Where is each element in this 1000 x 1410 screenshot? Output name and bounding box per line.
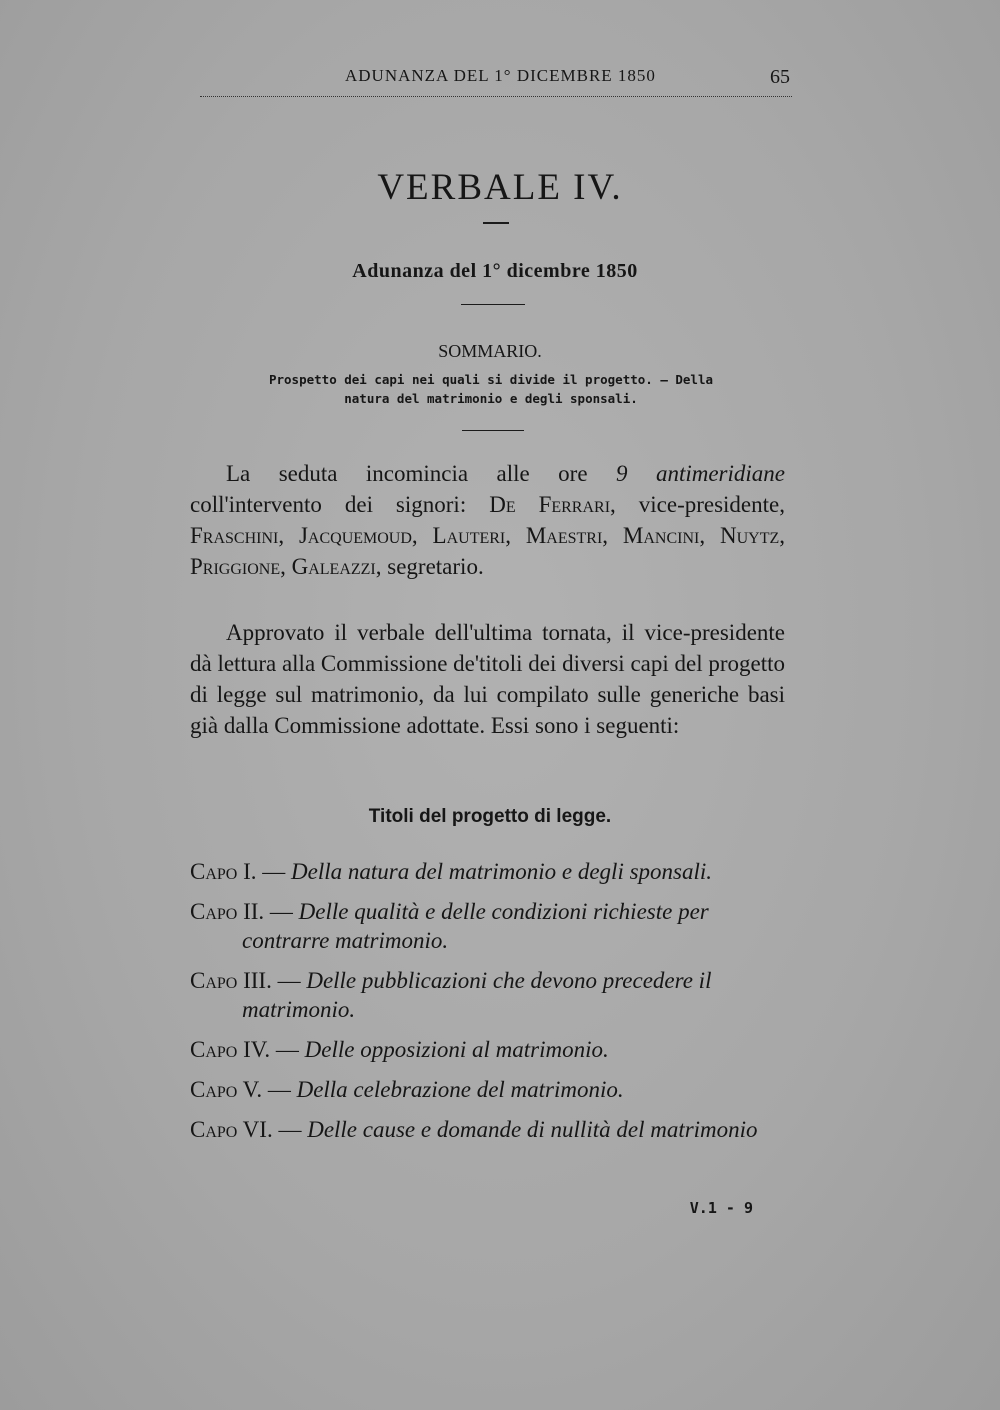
list-item: Capo V. — Della celebrazione del matrimonio. — [190, 1077, 624, 1102]
p1-before: La seduta incomincia alle ore — [226, 461, 616, 486]
capo-label: Capo IV. — [190, 1037, 271, 1062]
title-rule — [483, 222, 509, 224]
capo-label: Capo II. — [190, 899, 265, 924]
sommario-text: Prospetto dei capi nei quali si divide il progetto. — Della natura del matrimonio e degli sponsali. — [268, 372, 713, 406]
capo-label: Capo III. — [190, 968, 272, 993]
running-header — [200, 62, 792, 97]
p1-role2: , segretario. — [375, 554, 484, 579]
capo-label: Capo VI. — [190, 1117, 273, 1142]
titoli-heading: Titoli del progetto di legge. — [368, 806, 612, 827]
list-item: Capo I. — Della natura del matrimonio e degli sponsali. — [190, 859, 713, 884]
capo-title: Della celebrazione del matrimonio. — [296, 1077, 624, 1102]
p1-role1: , vice-presidente, — [610, 492, 785, 517]
list-item: Capo VI. — Delle cause e domande di nullità del matrimonio — [190, 1117, 758, 1142]
running-title: ADUNANZA DEL 1° DICEMBRE 1850 — [345, 66, 656, 85]
p1-president: De Ferrari — [489, 492, 611, 517]
p1-mid: coll'intervento dei signori: — [190, 492, 490, 517]
capo-title: Della natura del matrimonio e degli sponsali. — [291, 859, 713, 884]
p1-members: Fraschini, Jacquemoud, Lauteri, Maestri, Mancini, Nuytz, Priggione, Galeazzi — [190, 523, 785, 579]
capo-title: Delle cause e domande di nullità del matrimonio — [307, 1117, 758, 1142]
page-number: 65 — [770, 66, 790, 88]
list-item: Capo III. — Delle pubblicazioni che devono precedere il matrimonio. — [190, 968, 712, 1022]
capo-label: Capo I. — [190, 859, 257, 884]
opening-paragraph — [190, 458, 785, 582]
p2-text: Approvato il verbale dell'ultima tornata, il vice-presidente dà lettura alla Commissione de'titoli dei diversi capi del progetto di legge sul matrimonio, da lui compilato sulle generiche basi già dalla Commissione adottate. Essi sono i seguenti: — [190, 620, 785, 738]
date-rule — [461, 304, 525, 305]
list-item: Capo II. — Delle qualità e delle condizioni richieste per contrarre matrimonio. — [190, 899, 709, 953]
capo-label: Capo V. — [190, 1077, 263, 1102]
approval-paragraph — [190, 617, 785, 741]
p1-time: 9 antimeridiane — [616, 461, 785, 486]
signature-mark: V.1 - 9 — [689, 1199, 753, 1217]
list-item: Capo IV. — Delle opposizioni al matrimonio. — [190, 1037, 609, 1062]
sommario-heading: SOMMARIO. — [438, 341, 542, 361]
capo-title: Delle pubblicazioni che devono precedere il matrimonio. — [242, 968, 712, 1022]
capo-title: Delle qualità e delle condizioni richieste per contrarre matrimonio. — [242, 899, 709, 953]
page-title: VERBALE IV. — [377, 167, 623, 208]
chapter-list — [190, 857, 785, 1155]
session-date: Adunanza del 1° dicembre 1850 — [352, 260, 638, 282]
capo-title: Delle opposizioni al matrimonio. — [304, 1037, 609, 1062]
sommario-rule — [462, 430, 524, 431]
